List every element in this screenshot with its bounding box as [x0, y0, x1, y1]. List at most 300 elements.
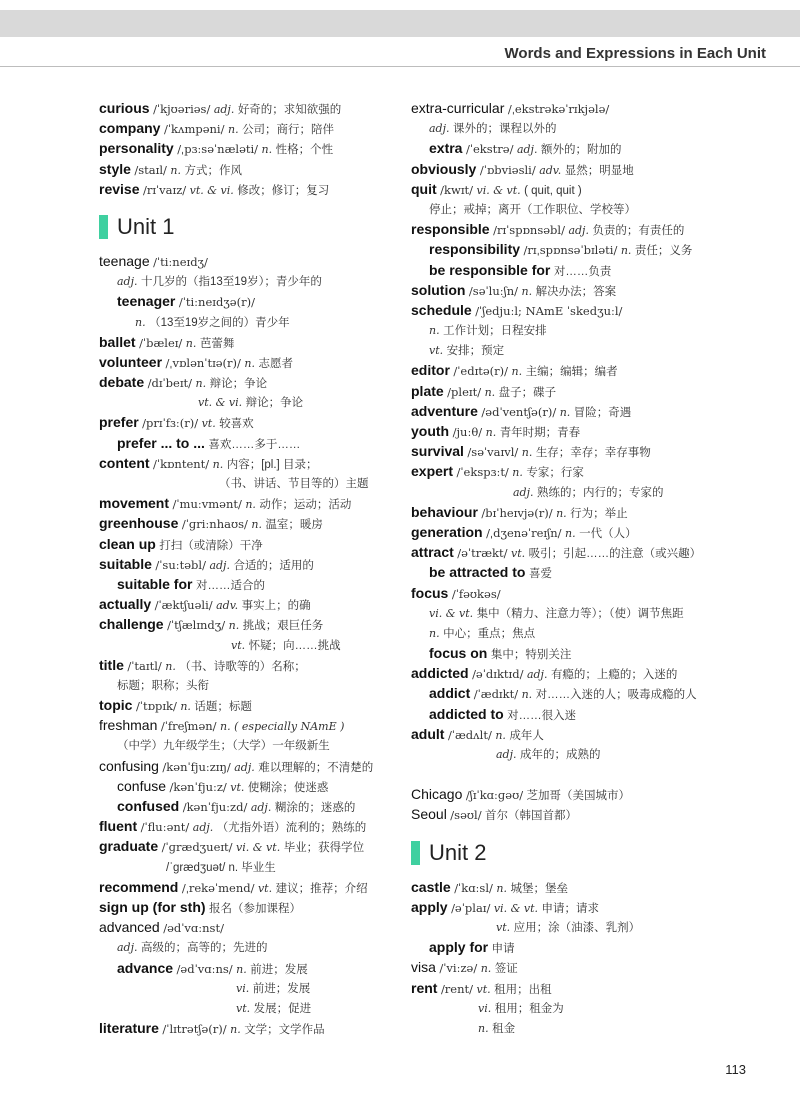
part-of-speech: n.	[495, 728, 506, 742]
part-of-speech: n.	[480, 962, 492, 976]
definition: 申请	[491, 943, 515, 956]
vocab-entry	[411, 502, 781, 522]
part-of-speech: adv.	[216, 599, 239, 613]
vocab-entry	[99, 836, 399, 856]
pronunciation: /ˈtiːneɪdʒə(r)/	[178, 295, 255, 310]
headword: extra	[429, 140, 463, 157]
part-of-speech: n.	[195, 377, 207, 391]
definition: 建议；推荐；介绍	[275, 882, 368, 895]
definition: 毕业；获得学位	[283, 842, 365, 855]
definition: 责任；义务	[634, 245, 693, 258]
part-of-speech: n.	[496, 881, 507, 895]
headword: graduate	[99, 838, 159, 855]
vocab-entry	[411, 280, 781, 300]
definition: 对……负责	[553, 265, 612, 278]
headword: ballet	[99, 333, 136, 350]
pronunciation: /ˈædʌlt/	[447, 727, 492, 742]
vocab-entry	[99, 594, 399, 614]
part-of-speech: n.	[521, 688, 533, 702]
pronunciation: /ˈkʌmpəni/	[163, 122, 225, 137]
headword: visa	[411, 959, 436, 976]
headword: personality	[99, 140, 174, 157]
headword: editor	[411, 362, 450, 379]
headword: attract	[411, 544, 454, 561]
unit-title: Unit 1	[117, 213, 175, 239]
pronunciation: /ˈmuːvmənt/	[172, 497, 242, 512]
headword: revise	[99, 180, 140, 197]
vocab-entry	[411, 441, 781, 461]
part-of-speech: vt.	[236, 1001, 251, 1015]
definition-line	[99, 392, 399, 412]
definition: 冒险；奇遇	[573, 406, 632, 419]
part-of-speech: n.	[484, 385, 496, 399]
definition-line	[411, 603, 781, 623]
headword: generation	[411, 523, 483, 540]
pronunciation: /ədˈvɑːnst/	[163, 921, 224, 936]
definition: 主编；编辑；编者	[525, 366, 618, 379]
vocab-entry	[411, 421, 781, 441]
definition-line	[411, 482, 781, 502]
vocab-entry	[99, 655, 399, 675]
vocab-entry	[411, 804, 781, 824]
definition-line	[411, 199, 781, 219]
definition-line	[99, 473, 399, 493]
definition: 芭蕾舞	[199, 337, 235, 350]
pronunciation: /ˈkɒntent/	[153, 456, 210, 471]
pronunciation: /ˈædɪkt/	[473, 687, 519, 702]
definition: 前进；发展	[250, 963, 308, 976]
definition-line	[99, 857, 399, 877]
part-of-speech: n.	[511, 365, 523, 379]
definition: 喜爱	[528, 568, 552, 581]
part-of-speech: n.	[620, 244, 632, 258]
definition-line	[411, 118, 781, 138]
definition: 报名（参加课程）	[209, 902, 302, 915]
right-column	[411, 98, 781, 1038]
headword: youth	[411, 423, 450, 439]
definition: 怀疑；向……挑战	[248, 639, 341, 652]
headword: extra-curricular	[411, 100, 505, 116]
vocab-entry	[411, 562, 781, 582]
definition: 文学；文学作品	[244, 1024, 325, 1037]
definition: 高级的；高等的；先进的	[141, 942, 268, 955]
definition-line	[411, 744, 781, 764]
definition: 租金	[492, 1022, 516, 1035]
definition-line	[411, 340, 781, 360]
part-of-speech: n.	[251, 518, 262, 532]
vocab-entry	[411, 957, 781, 977]
part-of-speech: n.	[185, 336, 197, 350]
pronunciation: /ʃɪˈkɑːɡəʊ/	[465, 788, 524, 803]
definition: 难以理解的；不清楚的	[258, 761, 374, 774]
vocab-entry	[99, 98, 399, 118]
pronunciation: /kənˈfjuːz/	[169, 779, 227, 794]
part-of-speech: vt.	[511, 547, 526, 561]
pronunciation: /ˈfəʊkəs/	[451, 586, 501, 601]
part-of-speech: vt.	[257, 881, 273, 895]
definition: （13至19岁之间的）青少年	[149, 316, 290, 329]
headword: advanced	[99, 919, 160, 936]
definition: 显然；明显地	[564, 164, 634, 177]
headword: responsibility	[429, 241, 521, 258]
pronunciation: /əˈplaɪ/	[451, 900, 491, 915]
part-of-speech: adj.	[209, 558, 230, 572]
definition-line	[99, 675, 399, 695]
definition: 修改；修订；复习	[237, 184, 330, 197]
vocab-entry	[411, 663, 781, 683]
vocab-entry	[411, 159, 781, 179]
vocab-entry	[99, 118, 399, 138]
headword: recommend	[99, 878, 179, 895]
vocab-entry	[411, 542, 781, 562]
headword: curious	[99, 100, 150, 116]
part-of-speech: adv.	[539, 163, 562, 177]
pronunciation: /ˈkɑːsl/	[454, 880, 493, 895]
part-of-speech: n.	[244, 356, 255, 370]
pronunciation: /rɪˈvaɪz/	[142, 182, 187, 197]
definition: 辩论；争论	[209, 378, 268, 391]
part-of-speech: vi. & vt.	[476, 183, 521, 197]
part-of-speech: adj.	[250, 801, 272, 814]
pronunciation: /ˈlɪtrətʃə(r)/	[162, 1022, 227, 1037]
headword: style	[99, 160, 131, 177]
headword: adventure	[411, 402, 478, 419]
definition: 志愿者	[258, 357, 293, 370]
part-of-speech: adj.	[429, 122, 450, 136]
vocab-entry	[411, 98, 781, 118]
pronunciation: /əˈtrækt/	[457, 546, 508, 561]
headword: obviously	[411, 160, 477, 177]
vocab-entry	[99, 251, 399, 271]
pronunciation: /ˈtiːneɪdʒ/	[153, 254, 208, 269]
headword: suitable	[99, 555, 152, 572]
vocab-entry	[411, 583, 781, 603]
part-of-speech: vi.	[236, 981, 250, 995]
part-of-speech: n.	[212, 457, 224, 471]
vocab-entry	[411, 138, 781, 158]
pronunciation: /ˈbæleɪ/	[139, 335, 183, 350]
part-of-speech: n.	[165, 659, 176, 673]
headword: apply	[411, 898, 448, 915]
headword: be responsible for	[429, 261, 551, 278]
part-of-speech: adj.	[516, 143, 538, 157]
definition: 使糊涂；使迷惑	[247, 781, 329, 794]
headword: solution	[411, 281, 466, 298]
vocab-entry	[411, 978, 781, 998]
part-of-speech: n.	[245, 498, 256, 512]
pronunciation: /pleɪt/	[447, 384, 482, 399]
definition: 专家；行家	[526, 467, 584, 480]
vocab-entry	[411, 704, 781, 724]
pronunciation: /juːθ/	[452, 425, 483, 439]
part-of-speech: n.	[521, 284, 533, 298]
definition: 方式；作风	[184, 164, 242, 177]
headword: addict	[429, 685, 471, 702]
pronunciation: /ˈsuːtəbl/	[155, 557, 206, 572]
vocab-entry	[99, 796, 399, 816]
vocab-entry	[99, 776, 399, 796]
definition: 标题；职称；头衔	[117, 679, 209, 692]
headword: confuse	[117, 777, 167, 794]
headword: title	[99, 656, 124, 673]
definition: 辩论；争论	[245, 397, 304, 410]
pronunciation: /ˈkjʊəriəs/	[153, 102, 211, 116]
vocab-entry	[99, 816, 399, 836]
vocab-entry	[99, 513, 399, 533]
pronunciation: /kənˈfjuːzd/	[182, 800, 248, 814]
definition: 较喜欢	[219, 418, 254, 431]
definition-line	[99, 937, 399, 957]
vocab-entry	[99, 159, 399, 179]
headword: Seoul	[411, 806, 447, 823]
pronunciation: /prɪˈfɜː(r)/	[142, 416, 199, 431]
pronunciation: /ˈɒbviəsli/	[479, 162, 536, 177]
unit-title: Unit 2	[429, 839, 487, 865]
vocab-entry	[99, 958, 399, 978]
part-of-speech: vt.	[231, 638, 246, 652]
definition: 事实上；的确	[241, 600, 311, 613]
definition-line	[411, 320, 781, 340]
part-of-speech: vt. & vi.	[198, 396, 243, 410]
definition-line	[99, 635, 399, 655]
headword: focus	[411, 584, 449, 601]
pronunciation: /rɪˈspɒnsəbl/	[493, 223, 565, 238]
headword: actually	[99, 596, 152, 613]
definition: 内容；[pl.] 目录；	[226, 458, 318, 471]
vocab-entry	[411, 522, 781, 542]
part-of-speech: n.	[261, 143, 273, 157]
definition: 话题；标题	[194, 701, 252, 714]
definition: 工作计划；日程安排	[443, 325, 547, 338]
definition-line	[99, 271, 399, 291]
headword: behaviour	[411, 503, 478, 520]
definition-line	[411, 998, 781, 1018]
part-of-speech: adj.	[234, 760, 255, 774]
vocab-entry	[99, 756, 399, 776]
headword: quit	[411, 180, 437, 197]
part-of-speech: n.	[227, 123, 239, 137]
vocab-entry	[99, 453, 399, 473]
pronunciation: /ədˈventʃə(r)/	[481, 404, 557, 419]
pronunciation: /kwɪt/	[440, 182, 474, 197]
headword: movement	[99, 495, 170, 512]
vocab-entry	[99, 412, 399, 432]
definition: 吸引；引起……的注意（或兴趣）	[528, 548, 702, 561]
headword: fluent	[99, 818, 138, 835]
part-of-speech: n.	[180, 700, 191, 714]
pronunciation: /ˈekspɜːt/	[456, 465, 509, 480]
definition: 发展；促进	[253, 1002, 312, 1015]
part-of-speech: vt.	[496, 920, 511, 934]
unit-heading	[411, 833, 781, 873]
unit-marker	[411, 841, 420, 865]
definition: 应用；涂（油漆、乳剂）	[513, 921, 641, 934]
definition-line	[99, 312, 399, 332]
definition: 十几岁的（指13至19岁）；青少年的	[141, 276, 322, 289]
vocab-entry	[411, 239, 781, 259]
vocab-entry	[411, 724, 781, 744]
headword: teenager	[117, 293, 176, 310]
part-of-speech: n.	[478, 1021, 489, 1035]
vocab-entry	[411, 260, 781, 280]
pronunciation: /ˌpɜːsəˈnæləti/	[177, 142, 259, 157]
part-of-speech: n.	[236, 962, 247, 976]
vocab-entry	[411, 643, 781, 663]
headword: company	[99, 120, 161, 137]
unit-heading	[99, 207, 399, 247]
definition: 对……适合的	[195, 579, 265, 592]
definition: 签证	[494, 963, 518, 976]
headword: topic	[99, 697, 133, 714]
pronunciation: /ədˈvɑːns/	[176, 961, 233, 976]
definition: ( quit, quit )	[524, 184, 582, 197]
part-of-speech: adj.	[496, 748, 517, 761]
pronunciation: /ˈfreʃmən/	[160, 719, 217, 734]
part-of-speech: n.	[485, 426, 497, 439]
pronunciation: /ˈtʃælɪndʒ/	[167, 618, 226, 633]
vocab-entry	[411, 461, 781, 481]
pronunciation: /ˈɡriːnhaʊs/	[181, 517, 248, 532]
part-of-speech: n.	[565, 526, 576, 540]
vocab-entry	[99, 614, 399, 634]
headword: adult	[411, 725, 445, 742]
part-of-speech: adj.	[526, 668, 548, 682]
headword: expert	[411, 463, 454, 480]
headword: prefer	[99, 414, 139, 431]
vocab-entry	[411, 683, 781, 703]
headword: rent	[411, 979, 438, 996]
definition: 解决办法；答案	[535, 285, 617, 298]
vocab-entry	[99, 179, 399, 199]
definition: 中心；重点；焦点	[443, 627, 536, 640]
headword: confused	[117, 798, 180, 814]
definition: 首尔（韩国首都）	[485, 810, 578, 823]
vocab-entry	[411, 784, 781, 804]
vocab-entry	[99, 877, 399, 897]
definition: （书、诗歌等的）名称；	[179, 660, 306, 673]
definition: 盘子；碟子	[498, 386, 557, 399]
definition: 熟练的；内行的；专家的	[537, 486, 664, 499]
vocab-entry	[99, 332, 399, 352]
headword: suitable for	[117, 575, 193, 592]
headword: volunteer	[99, 353, 163, 370]
vocab-entry	[99, 917, 399, 937]
pronunciation: /ˈtaɪtl/	[127, 658, 162, 673]
vocab-entry	[411, 897, 781, 917]
definition: 一代（人）	[579, 527, 637, 540]
part-of-speech: n. ( especially NAmE )	[220, 720, 345, 734]
vocab-entry	[99, 574, 399, 594]
pronunciation: /bɪˈheɪvjə(r)/	[481, 505, 553, 520]
pronunciation: /əˈdɪktɪd/	[472, 667, 524, 682]
definition: 芝加哥（美国城市）	[526, 790, 631, 803]
vocab-entry	[411, 300, 781, 320]
vocab-entry	[99, 493, 399, 513]
vocab-entry	[99, 1018, 399, 1038]
pronunciation: /ˈtɒpɪk/	[135, 699, 177, 714]
definition-line	[99, 978, 399, 998]
part-of-speech: adj.	[568, 224, 589, 238]
part-of-speech: adj.	[117, 275, 138, 289]
part-of-speech: n.	[512, 466, 523, 480]
part-of-speech: adj.	[213, 103, 235, 116]
headword: debate	[99, 374, 145, 391]
definition: 负责的；有责任的	[592, 225, 685, 238]
vocab-entry	[411, 877, 781, 897]
pronunciation: /ˌdʒenəˈreɪʃn/	[486, 525, 562, 540]
vocab-entry	[411, 179, 781, 199]
vocab-entry	[99, 554, 399, 574]
part-of-speech: n.	[170, 163, 181, 177]
vocab-entry	[99, 897, 399, 917]
definition: （中学）九年级学生；（大学）一年级新生	[117, 740, 330, 753]
definition: 公司；商行；陪伴	[242, 124, 335, 137]
definition: 动作；运动；活动	[259, 499, 352, 512]
definition: （书、讲话、节目等的）主题	[219, 478, 369, 490]
pronunciation: /səˈvaɪvl/	[467, 445, 519, 460]
part-of-speech: vi. & vt.	[429, 606, 474, 620]
top-gray-band	[0, 10, 800, 37]
definition: 集中（精力、注意力等）；（使）调节焦距	[476, 607, 684, 620]
headword: Chicago	[411, 786, 463, 803]
vocab-entry	[411, 360, 781, 380]
pronunciation: /ˈedɪtə(r)/	[453, 364, 509, 379]
definition: 城堡；堡垒	[510, 882, 568, 895]
part-of-speech: n.	[228, 619, 240, 633]
headword: literature	[99, 1020, 159, 1037]
definition: 好奇的；求知欲强的	[237, 104, 342, 116]
headword: schedule	[411, 301, 472, 318]
pronunciation: /ˈæktʃuəli/	[154, 598, 213, 613]
vocab-entry	[411, 381, 781, 401]
definition-line	[99, 998, 399, 1018]
definition: 生存；幸存；幸存事物	[535, 447, 651, 460]
left-column	[99, 98, 399, 1038]
part-of-speech: n.	[135, 315, 146, 329]
pronunciation: /səˈluːʃn/	[468, 283, 519, 298]
vocab-entry	[411, 219, 781, 239]
headword: focus on	[429, 645, 488, 662]
spacer	[411, 764, 781, 784]
header-divider	[0, 66, 800, 67]
part-of-speech: vt.	[230, 780, 245, 794]
definition: 申请；请求	[541, 902, 599, 915]
part-of-speech: vt.	[429, 344, 444, 358]
headword: confusing	[99, 757, 159, 774]
part-of-speech: vi. & vt.	[493, 901, 538, 915]
definition: 成年的；成熟的	[520, 749, 601, 761]
part-of-speech: adj.	[117, 941, 138, 955]
headword: addicted	[411, 665, 469, 682]
headword: plate	[411, 382, 444, 399]
definition: 温室；暖房	[265, 519, 323, 532]
definition: 额外的；附加的	[540, 144, 622, 157]
definition-line	[411, 623, 781, 643]
headword: addicted to	[429, 705, 504, 722]
pronunciation: /kənˈfjuːzɪŋ/	[162, 759, 231, 774]
part-of-speech: n.	[559, 405, 571, 419]
definition: 租用；出租	[494, 983, 552, 996]
definition: 安排；预定	[446, 345, 505, 358]
definition: 前进；发展	[252, 982, 311, 995]
definition: 性格；个性	[275, 144, 334, 157]
definition: /ˈɡrædʒuət/ n. 毕业生	[166, 861, 276, 874]
part-of-speech: n.	[429, 324, 440, 338]
part-of-speech: n.	[556, 506, 567, 520]
definition: 租用；租金为	[494, 1002, 564, 1015]
pronunciation: /ˈfluːənt/	[140, 820, 190, 835]
definition: 有瘾的；上瘾的；入迷的	[550, 669, 678, 682]
